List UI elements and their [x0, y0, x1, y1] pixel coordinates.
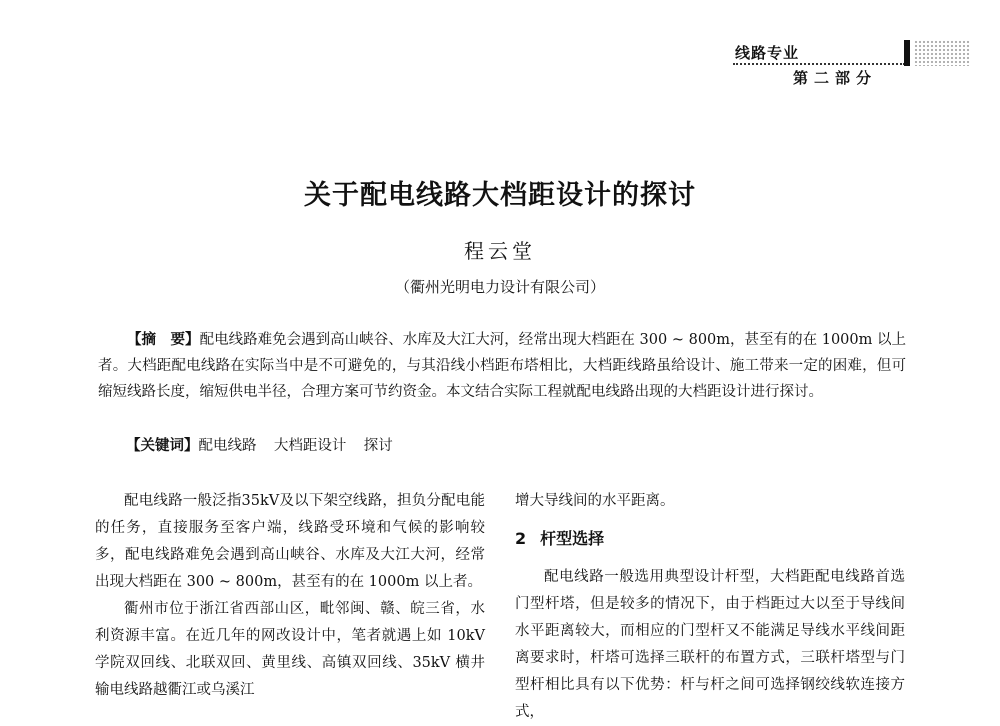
article-title: 关于配电线路大档距设计的探讨 — [304, 180, 696, 211]
body-paragraph: 配电线路一般选用典型设计杆型，大档距配电线路首选门型杆塔，但是较多的情况下，由于档距过大以至于导线间水平距离较大，而相应的门型杆又不能满足导线水平线间距离要求时，杆塔可选择三联杆的布置方式，三联杆塔型与门型杆相比具有以下优势：杆与杆之间可选择钢绞线软连接方式， — [515, 569, 905, 720]
header-dotted-rule — [733, 63, 905, 65]
journal-part-label: 第二部分 — [793, 69, 878, 87]
section-number: 2 — [515, 529, 527, 548]
author-affiliation: （衢州光明电力设计有限公司） — [394, 278, 605, 296]
keywords-label: 【关键词】 — [126, 438, 199, 454]
journal-section-label: 线路专业 — [735, 44, 800, 62]
abstract-text: 配电线路难免会遇到高山峡谷、水库及大江大河，经常出现大档距在 300 ~ 800m，甚至有的在 1000m 以上者。大档距配电线路在实际当中是不可避免的，与其沿线小档距布塔相比，大档距线路虽给设计、施工带来一定的困难，但可缩短线路长度，缩短供电半径，合理方案可节约资金。本文结合实际工程就配电线路出现的大档距设计进行探讨。 — [98, 332, 906, 400]
header-bar-mark — [904, 40, 910, 66]
section-heading — [515, 525, 905, 552]
keyword: 大档距设计 — [273, 438, 347, 454]
body-column-left — [95, 488, 485, 704]
body-paragraph: 配电线路一般泛指35kV及以下架空线路，担负分配电能的任务，直接服务至客户端，线路受环境和气候的影响较多，配电线路难免会遇到高山峡谷、水库及大江大河，经常出现大档距在 300 ~ 800m，甚至有的在 1000m 以上者。 — [95, 493, 485, 590]
keyword: 探讨 — [363, 438, 393, 454]
abstract-label: 【摘 要】 — [127, 332, 200, 348]
keyword: 配电线路 — [198, 438, 257, 454]
keywords — [126, 433, 906, 459]
abstract — [98, 327, 906, 405]
header-texture-decoration — [914, 40, 970, 66]
body-column-right — [515, 488, 905, 726]
section-title: 杆型选择 — [540, 529, 605, 548]
author-name: 程云堂 — [464, 239, 536, 263]
body-paragraph: 增大导线间的水平距离。 — [515, 493, 675, 509]
body-paragraph: 衢州市位于浙江省西部山区，毗邻闽、赣、皖三省，水利资源丰富。在近几年的网改设计中，笔者就遇上如 10kV 学院双回线、北联双回、黄里线、高镇双回线、35kV 横井输电线路越衢江或乌溪江 — [95, 601, 485, 698]
